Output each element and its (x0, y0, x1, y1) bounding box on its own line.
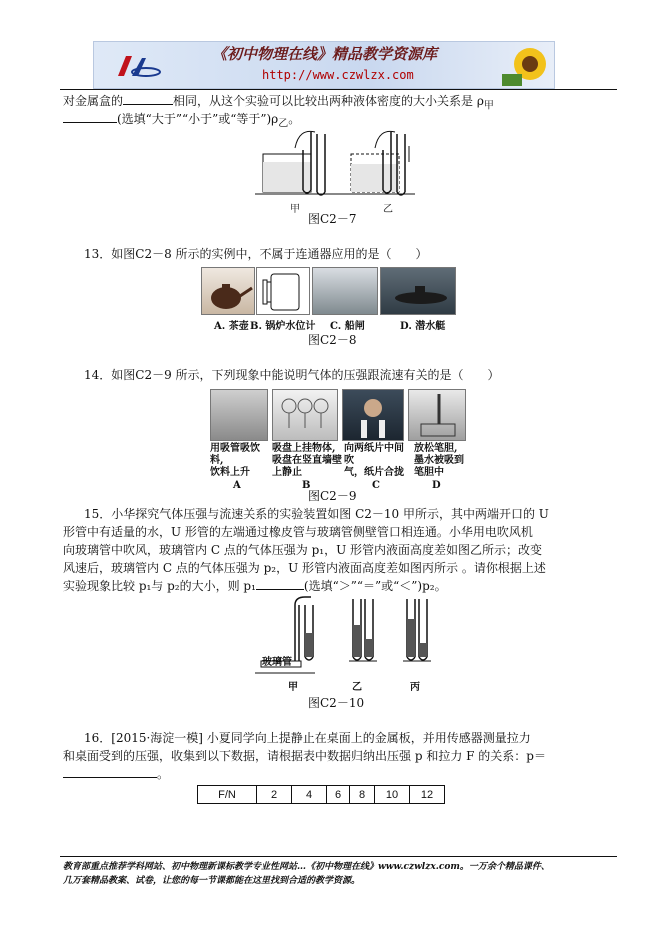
q14-desc-d: 放松笔胆, 墨水被吸到 笔胆中 (414, 443, 464, 478)
fig-c2-10-caption: 图C2－10 (308, 696, 365, 710)
suction-cup-image (272, 389, 338, 441)
q15-answer-blank[interactable] (256, 577, 304, 590)
banner-title: 《初中物理在线》精品教学资源库 (212, 45, 438, 63)
footer-line2: 几万套精品教案、试卷，让您的每一节课都能在这里找到合适的教学资源。 (63, 876, 361, 886)
q12-line2: (选填“大于”“小于”或“等于$”)\rho_乙$。 (63, 110, 300, 133)
q12-blank-2[interactable] (63, 110, 117, 123)
table-cell: 4 (292, 786, 327, 804)
q15-line2: 形管中有适量的水，U 形管的左端通过橡皮管与玻璃管侧壁管口相连通。小华用电吹风机 (63, 525, 533, 539)
straw-drink-image (210, 389, 268, 441)
fig-c2-10-label-yi: 乙 (352, 682, 362, 693)
figure-c2-7 (255, 128, 420, 202)
table-cell: 10 (375, 786, 410, 804)
force-data-table (197, 785, 445, 804)
table-header-cell: F/N (198, 786, 257, 804)
table-cell: 12 (410, 786, 445, 804)
fig-c2-9-caption: 图C2－9 (308, 489, 357, 503)
site-logo-icon (112, 50, 164, 80)
q14-letter-b: B (302, 480, 311, 491)
q14-question: 14．如图C2－9 所示，下列现象中能说明气体的压强跟流速有关的是（ ） (84, 368, 500, 382)
q13-label-b: B. 锅炉水位计 (250, 321, 316, 332)
sunflower-icon (496, 44, 552, 86)
q14-desc-b: 吸盘上挂物体, 吸盘在竖直墙壁 上静止 (272, 443, 342, 478)
q13-label-d: D. 潜水艇 (400, 321, 446, 332)
site-banner (93, 41, 555, 89)
fig-c2-7-label-jia: 甲 (290, 204, 300, 215)
q14-letter-d: D (432, 480, 441, 491)
paper-strips-image (342, 389, 404, 441)
q12-line1: 对金属盒的 相同，从这个实验可以比较出两种液体密度的大小关系是 $\rho_甲$ (63, 94, 494, 112)
q16-line1: 16．[2015·海淀一模] 小夏同学向上提静止在桌面上的金属板，并用传感器测量拉力 (84, 731, 531, 745)
fig-c2-7-caption: 图C2－7 (308, 212, 357, 226)
q15-line5: 实验现象比较 p₁与 p₂的大小，则 p₁ (选填“＞”“＝”或“＜”)p₂。 (63, 579, 447, 593)
table-row (198, 786, 445, 804)
table-cell: 2 (257, 786, 292, 804)
q16-line2: 和桌面受到的压强，收集到以下数据，请根据表中数据归纳出压强 p 和拉力 F 的关系：p＝ (63, 749, 546, 763)
submarine-image (380, 267, 456, 315)
q15-line3: 向玻璃管中吹风，玻璃管内 C 点的气体压强为 p₁，U 形管内液面高度差如图乙所示；改变 (63, 543, 543, 557)
boiler-gauge-image (256, 267, 310, 315)
header-rule (60, 89, 617, 90)
glass-tube-label: 玻璃管 (262, 657, 292, 668)
q14-letter-c: C (372, 480, 380, 491)
fig-c2-10-label-bing: 丙 (410, 682, 420, 693)
fig-c2-7-label-yi: 乙 (383, 204, 393, 215)
q13-label-c: C. 船闸 (330, 321, 365, 332)
pen-bladder-image (408, 389, 466, 441)
q16-answer-blank[interactable] (63, 765, 157, 778)
table-cell: 8 (350, 786, 375, 804)
ship-lock-image (312, 267, 378, 315)
q14-desc-a: 用吸管吸饮料, 饮料上升 (210, 443, 260, 478)
fig-c2-10-label-jia: 甲 (288, 682, 298, 693)
q14-desc-c: 向两纸片中间吹 气，纸片合拢 (344, 443, 404, 478)
q12-blank-1[interactable] (123, 92, 173, 105)
fig-c2-8-caption: 图C2－8 (308, 333, 357, 347)
q15-line4: 风速后，玻璃管内 C 点的气体压强为 p₂，U 形管内液面高度差如图丙所示 。请你根据上述 (63, 561, 546, 575)
teapot-image (201, 267, 255, 315)
footer-line1: 教育部重点推荐学科网站、初中物理新课标教学专业性网站…《初中物理在线》www.czwlzx.com。一万余个精品课件、 (63, 862, 550, 872)
q15-line1: 15．小华探究气体压强与流速关系的实验装置如图 C2－10 甲所示，其中两端开口的 U (84, 507, 549, 521)
table-cell: 6 (327, 786, 350, 804)
q13-question: 13．如图C2－8 所示的实例中，不属于连通器应用的是（ ） (84, 247, 428, 261)
q13-label-a: A. 茶壶 (214, 321, 249, 332)
q16-line3: 。 (63, 765, 169, 783)
banner-url[interactable]: http://www.czwlzx.com (262, 68, 414, 82)
footer-rule (60, 856, 617, 857)
q14-letter-a: A (233, 480, 241, 491)
